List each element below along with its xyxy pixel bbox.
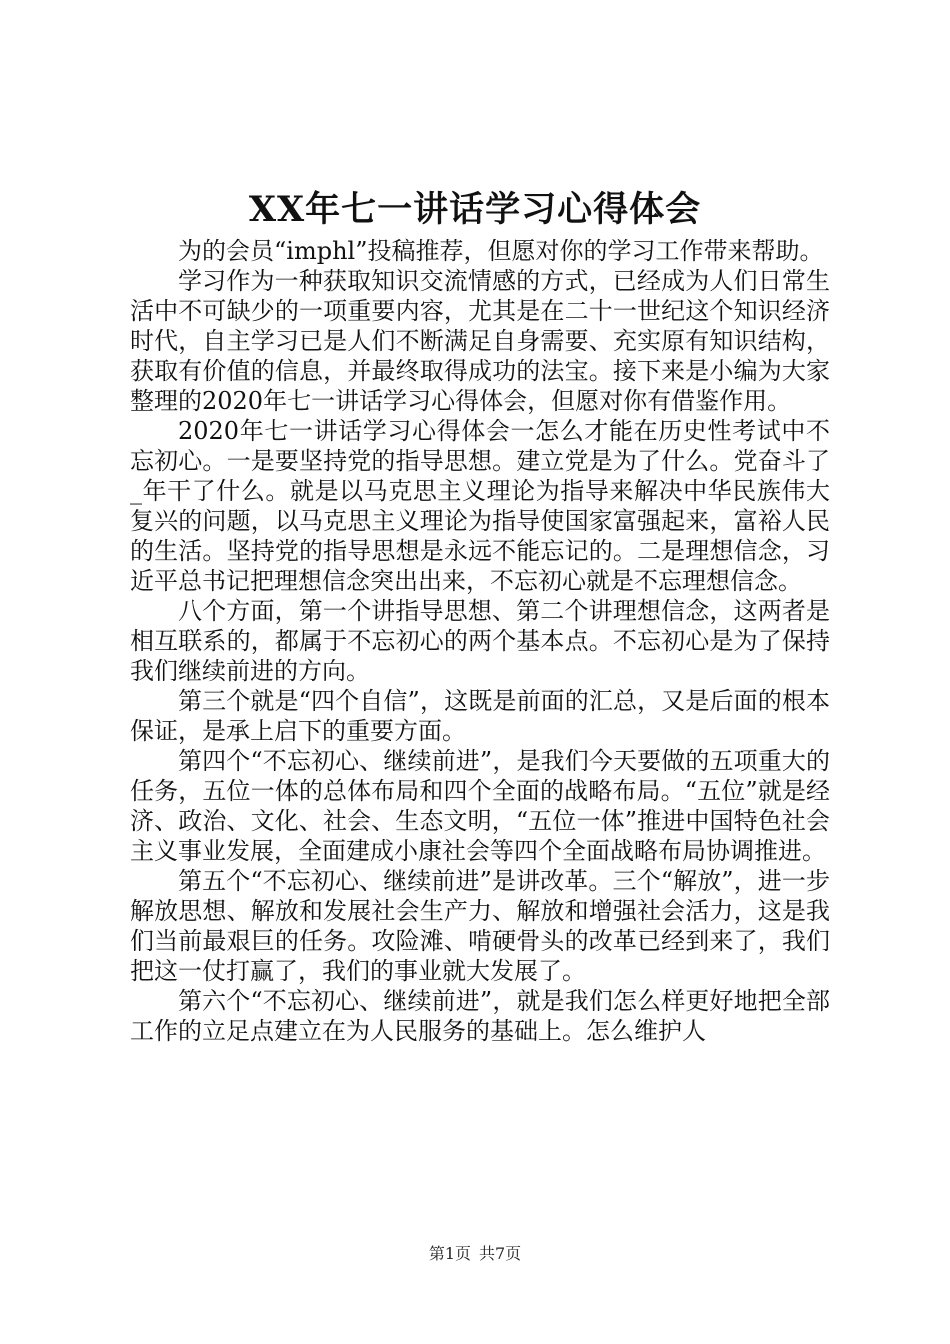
page-total: 共7页: [479, 1244, 522, 1263]
paragraph: 为的会员“imphl”投稿推荐，但愿对你的学习工作带来帮助。: [178, 237, 824, 265]
paragraph: 2020年七一讲话学习心得体会一怎么才能在历史性考试中不忘初心。一是要坚持党的指导思想。建立党是为了什么。党奋斗了_年干了什么。就是以马克思主义理论为指导来解决中华民族伟大复兴的问题，以马克思主义理论为指导使国家富强起来，富裕人民的生活。坚持党的指导思想是永远不能忘记的。二是理想信念，习近平总书记把理想信念突出出来，不忘初心就是不忘理想信念。: [130, 417, 830, 595]
page-number: 第1页: [428, 1244, 471, 1263]
paragraph: 第六个“不忘初心、继续前进”，就是我们怎么样更好地把全部工作的立足点建立在为人民服务的基础上。怎么维护人: [130, 987, 830, 1045]
paragraph: 八个方面，第一个讲指导思想、第二个讲理想信念，这两者是相互联系的，都属于不忘初心的两个基本点。不忘初心是为了保持我们继续前进的方向。: [130, 597, 830, 685]
page-footer: [0, 1243, 950, 1265]
document-title: XX年七一讲话学习心得体会: [248, 189, 702, 230]
paragraph: 第三个就是“四个自信”，这既是前面的汇总，又是后面的根本保证，是承上启下的重要方面。: [130, 687, 830, 745]
document-body: [130, 236, 830, 1046]
paragraph: 第四个“不忘初心、继续前进”，是我们今天要做的五项重大的任务，五位一体的总体布局和四个全面的战略布局。“五位”就是经济、政治、文化、社会、生态文明，“五位一体”推进中国特色社会主义事业发展，全面建成小康社会等四个全面战略布局协调推进。: [130, 747, 830, 865]
paragraph: 第五个“不忘初心、继续前进”是讲改革。三个“解放”，进一步解放思想、解放和发展社会生产力、解放和增强社会活力，这是我们当前最艰巨的任务。攻险滩、啃硬骨头的改革已经到来了，我们把这一仗打赢了，我们的事业就大发展了。: [130, 867, 830, 985]
paragraph: 学习作为一种获取知识交流情感的方式，已经成为人们日常生活中不可缺少的一项重要内容，尤其是在二十一世纪这个知识经济时代，自主学习已是人们不断满足自身需要、充实原有知识结构，获取有价值的信息，并最终取得成功的法宝。接下来是小编为大家整理的2020年七一讲话学习心得体会，但愿对你有借鉴作用。: [130, 267, 830, 415]
